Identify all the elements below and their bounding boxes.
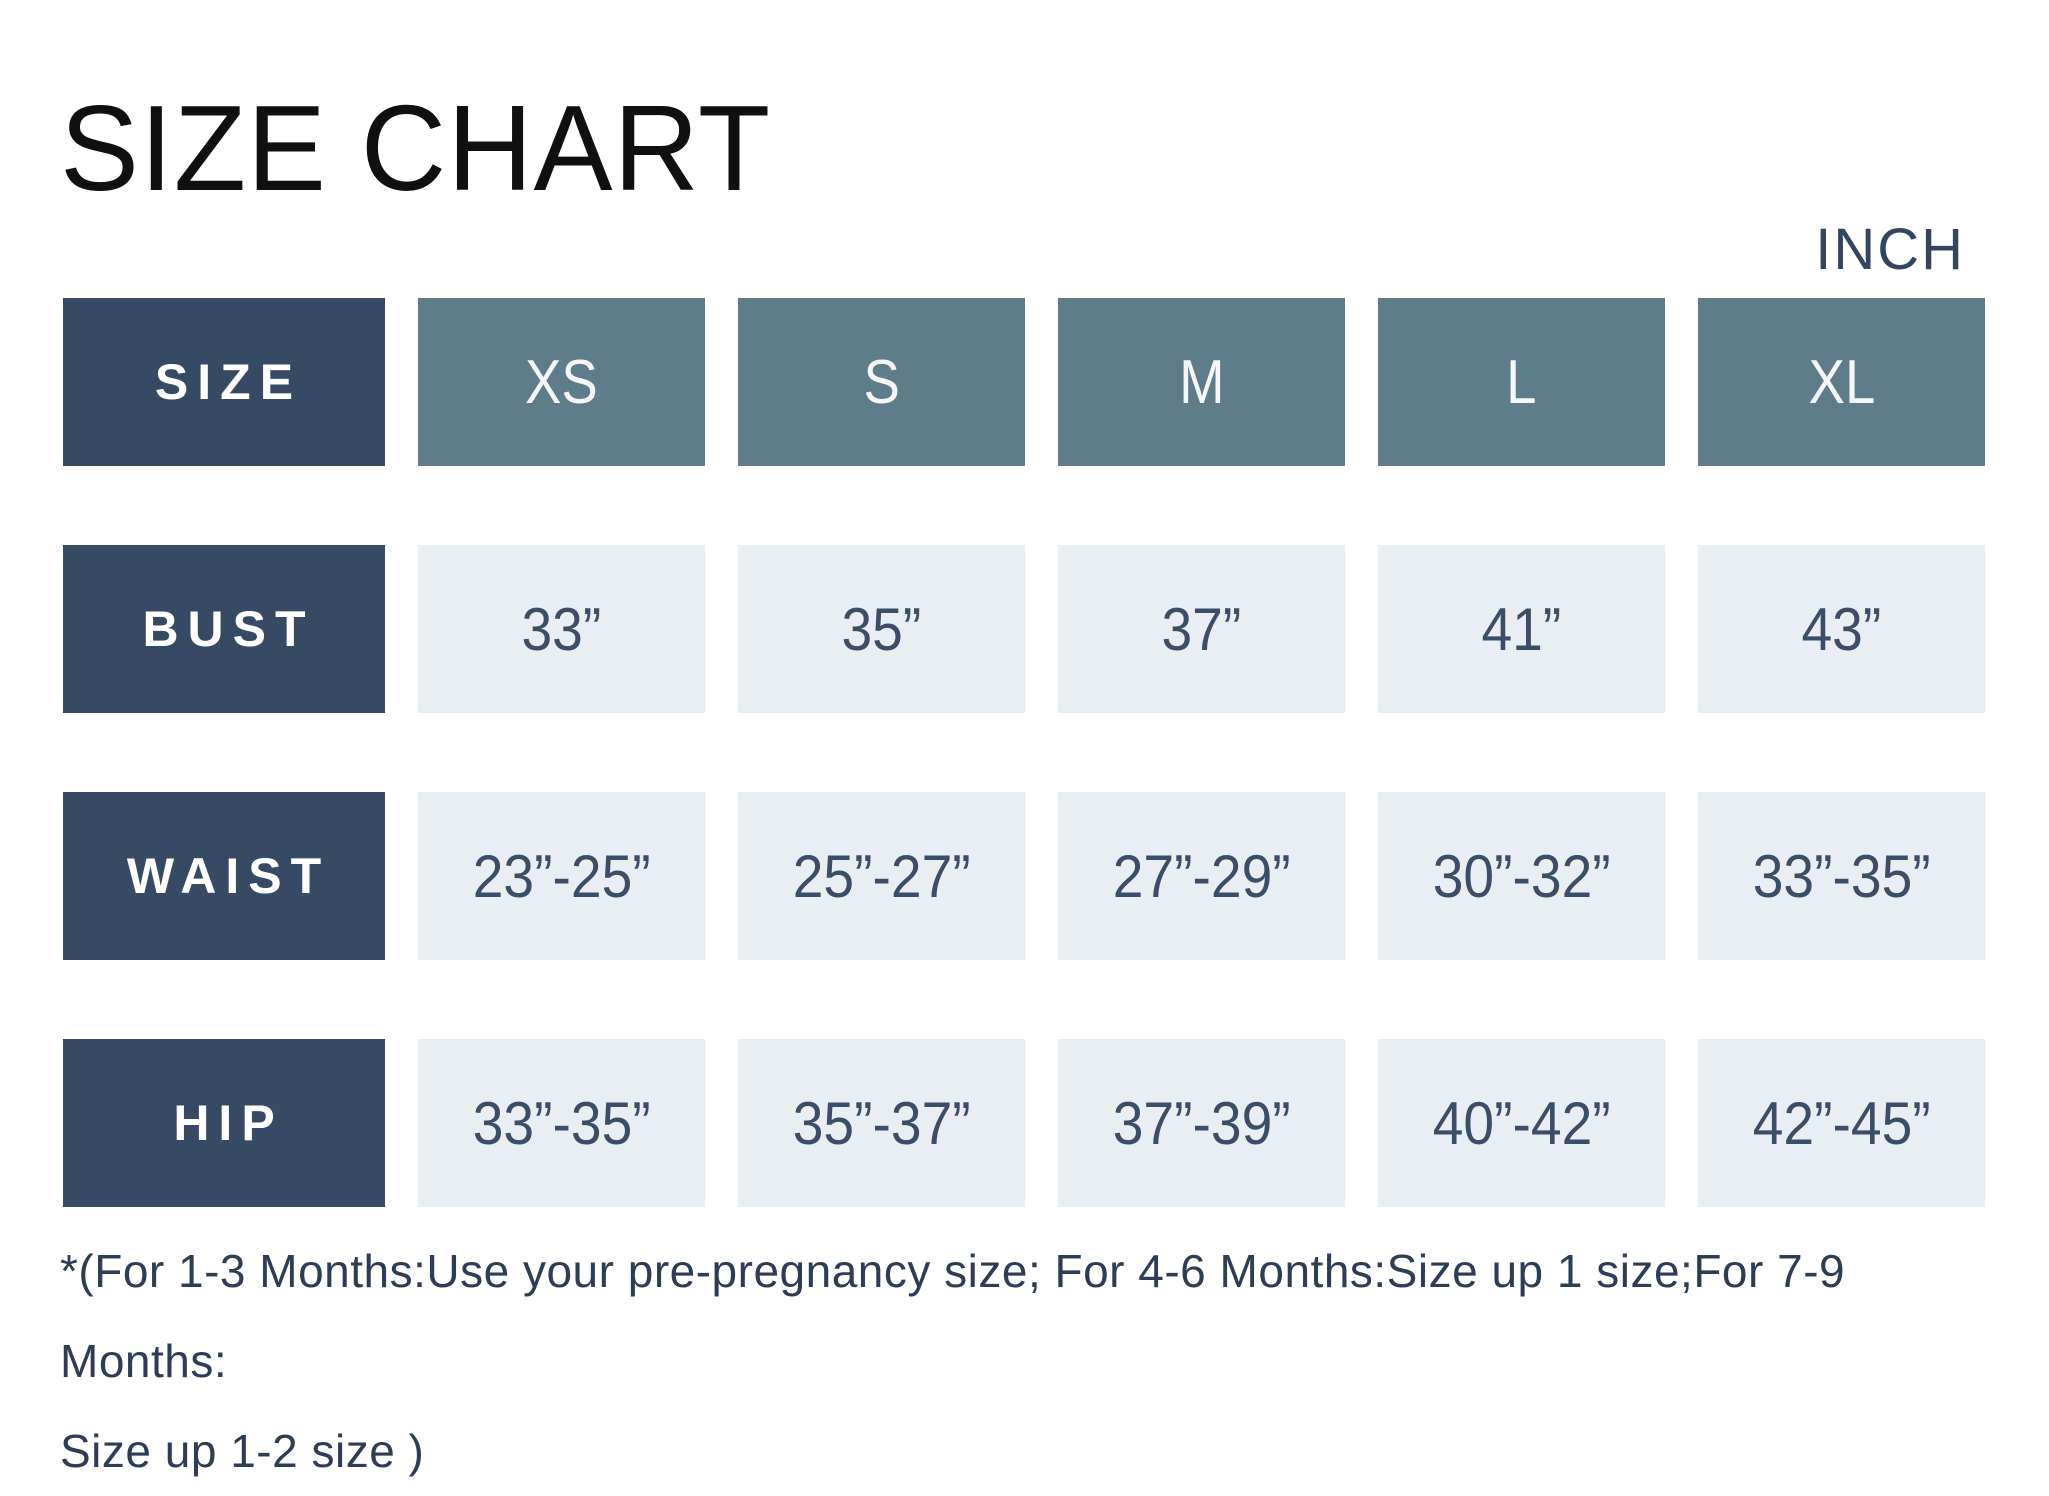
col-header-l bbox=[1378, 298, 1665, 466]
cell-hip-xl bbox=[1698, 1039, 1985, 1207]
col-header-m bbox=[1058, 298, 1345, 466]
cell-hip-l bbox=[1378, 1039, 1665, 1207]
cell-waist-m-text: 27”-29” bbox=[1112, 842, 1291, 910]
cell-hip-s bbox=[738, 1039, 1025, 1207]
row-header-hip-text: HIP bbox=[173, 1095, 284, 1151]
cell-bust-xl bbox=[1698, 545, 1985, 713]
page-title: SIZE CHART bbox=[60, 80, 772, 216]
cell-bust-xs-text: 33” bbox=[521, 595, 602, 663]
size-chart-table bbox=[63, 298, 1985, 1207]
cell-hip-s-text: 35”-37” bbox=[792, 1089, 971, 1157]
cell-waist-l-text: 30”-32” bbox=[1432, 842, 1611, 910]
row-header-bust bbox=[63, 545, 385, 713]
col-header-xs bbox=[418, 298, 705, 466]
col-header-xl-text: XL bbox=[1808, 347, 1875, 417]
cell-hip-xs bbox=[418, 1039, 705, 1207]
row-header-bust-text: BUST bbox=[142, 601, 315, 657]
cell-hip-m-text: 37”-39” bbox=[1112, 1089, 1291, 1157]
cell-bust-l bbox=[1378, 545, 1665, 713]
cell-waist-xs-text: 23”-25” bbox=[472, 842, 651, 910]
cell-waist-s bbox=[738, 792, 1025, 960]
footnote-line-2: Size up 1-2 size ) bbox=[60, 1425, 425, 1477]
cell-hip-l-text: 40”-42” bbox=[1432, 1089, 1611, 1157]
cell-bust-xl-text: 43” bbox=[1801, 595, 1882, 663]
cell-hip-xl-text: 42”-45” bbox=[1752, 1089, 1931, 1157]
cell-bust-m bbox=[1058, 545, 1345, 713]
cell-waist-s-text: 25”-27” bbox=[792, 842, 971, 910]
col-header-size bbox=[63, 298, 385, 466]
col-header-size-text: SIZE bbox=[154, 354, 303, 410]
cell-bust-s-text: 35” bbox=[841, 595, 922, 663]
cell-hip-xs-text: 33”-35” bbox=[472, 1089, 651, 1157]
cell-bust-m-text: 37” bbox=[1161, 595, 1242, 663]
cell-waist-l bbox=[1378, 792, 1665, 960]
cell-bust-s bbox=[738, 545, 1025, 713]
cell-waist-xl-text: 33”-35” bbox=[1752, 842, 1931, 910]
cell-waist-xl bbox=[1698, 792, 1985, 960]
cell-waist-xs bbox=[418, 792, 705, 960]
col-header-xs-text: XS bbox=[525, 347, 598, 417]
col-header-m-text: M bbox=[1178, 347, 1225, 417]
col-header-s-text: S bbox=[863, 347, 900, 417]
col-header-xl bbox=[1698, 298, 1985, 466]
cell-bust-xs bbox=[418, 545, 705, 713]
col-header-s bbox=[738, 298, 1025, 466]
row-header-waist-text: WAIST bbox=[126, 848, 331, 904]
col-header-l-text: L bbox=[1506, 347, 1537, 417]
row-header-hip bbox=[63, 1039, 385, 1207]
cell-waist-m bbox=[1058, 792, 1345, 960]
unit-label: INCH bbox=[1815, 217, 1965, 282]
cell-bust-l-text: 41” bbox=[1481, 595, 1562, 663]
footnote bbox=[60, 1226, 2000, 1496]
footnote-line-1: *(For 1-3 Months:Use your pre-pregnancy size; For 4-6 Months:Size up 1 size;For 7-9 Months: bbox=[60, 1245, 1846, 1387]
cell-hip-m bbox=[1058, 1039, 1345, 1207]
row-header-waist bbox=[63, 792, 385, 960]
